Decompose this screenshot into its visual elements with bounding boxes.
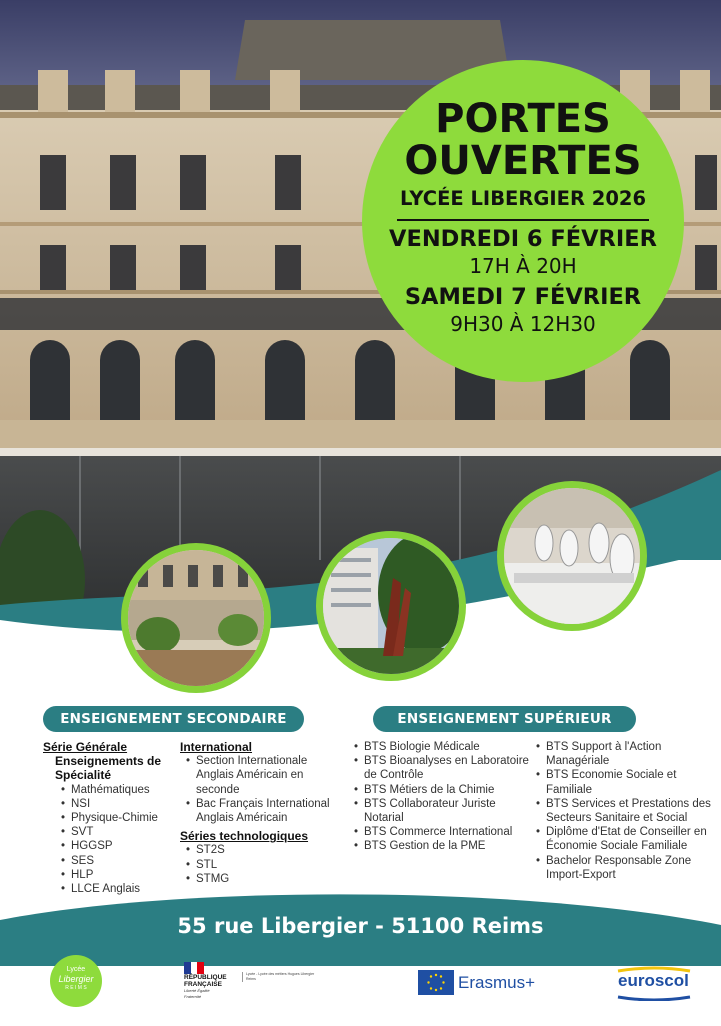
list-item: • STMG <box>184 872 340 886</box>
list-item: • Diplôme d'Etat de Conseiller en Économie Sociale Familiale <box>534 825 714 853</box>
title-line-2: OUVERTES <box>404 138 642 184</box>
techno-title: Séries technologiques <box>180 829 309 844</box>
list-item: • BTS Economie Sociale et Familiale <box>534 768 714 796</box>
sculpture-image <box>323 538 459 674</box>
list-item: • STL <box>184 858 340 872</box>
superior-header: ENSEIGNEMENT SUPÉRIEUR <box>373 706 636 732</box>
list-item: • Section Internationale Anglais Américain en seconde <box>184 754 340 797</box>
list-item: • SVT <box>59 825 178 839</box>
erasmus-text: Erasmus+ <box>458 973 535 992</box>
logo-text-sub: R E I M S <box>65 985 87 991</box>
list-item: • BTS Gestion de la PME <box>352 839 532 853</box>
list-item: • BTS Biologie Médicale <box>352 740 532 754</box>
techno-list <box>180 843 340 886</box>
list-item: • BTS Bioanalyses en Laboratoire de Contrôle <box>352 754 532 782</box>
superior-column-1 <box>352 740 532 854</box>
list-item: • HLP <box>59 868 178 882</box>
laboratory-image <box>504 488 640 624</box>
superior-list-1 <box>352 740 532 854</box>
international-list <box>180 754 340 825</box>
photo-courtyard <box>121 543 271 693</box>
subtitle: LYCÉE LIBERGIER 2026 <box>399 187 647 210</box>
address: 55 rue Libergier - 51100 Reims <box>177 914 544 938</box>
day-1: VENDREDI 6 FÉVRIER <box>389 226 657 252</box>
republique-line2: FRANÇAISE <box>184 981 222 988</box>
list-item: • BTS Collaborateur Juriste Notarial <box>352 797 532 825</box>
international-title: International <box>180 740 253 754</box>
eu-flag-icon <box>418 970 454 995</box>
logo-text-top: Lycée <box>66 966 86 973</box>
list-item: • BTS Commerce International <box>352 825 532 839</box>
logo-text-name: Libergier <box>58 974 94 984</box>
day-1-hours: 17H À 20H <box>469 254 577 278</box>
photo-sculpture <box>316 531 466 681</box>
title-line-1: PORTES <box>435 96 611 142</box>
republique-motto: Liberté Égalité Fraternité <box>184 988 210 999</box>
list-item: • SES <box>59 854 178 868</box>
serie-generale-column <box>43 740 178 896</box>
lycee-libergier-logo <box>50 955 102 1007</box>
list-item: • BTS Support à l'Action Managériale <box>534 740 714 768</box>
republique-side-text: Lycée - Lycée des métiers Hugues Libergier Reims <box>242 972 316 982</box>
list-item: • HGGSP <box>59 839 178 853</box>
list-item: • Physique-Chimie <box>59 811 178 825</box>
list-item: • Mathématiques <box>59 783 178 797</box>
international-column <box>180 740 340 886</box>
specialite-list <box>43 783 178 897</box>
superior-column-2 <box>534 740 714 882</box>
open-days-badge <box>362 60 684 382</box>
list-item: • ST2S <box>184 843 340 857</box>
list-item: • BTS Services et Prestations des Secteurs Sanitaire et Social <box>534 797 714 825</box>
list-item: • LLCE Anglais <box>59 882 178 896</box>
euroscol-text: euroscol <box>618 971 689 990</box>
list-item: • Bachelor Responsable Zone Import-Export <box>534 854 714 882</box>
republique-francaise-logo <box>184 962 314 1006</box>
specialite-title: Enseignements de Spécialité <box>55 754 162 783</box>
secondary-header: ENSEIGNEMENT SECONDAIRE <box>43 706 304 732</box>
list-item: • Bac Français International Anglais Américain <box>184 797 340 825</box>
courtyard-image <box>128 550 264 686</box>
day-2: SAMEDI 7 FÉVRIER <box>404 284 642 310</box>
list-item: • BTS Métiers de la Chimie <box>352 783 532 797</box>
republique-line1: RÉPUBLIQUE <box>184 974 227 981</box>
list-item: • NSI <box>59 797 178 811</box>
euroscol-logo <box>614 965 694 1001</box>
photo-laboratory <box>497 481 647 631</box>
superior-list-2 <box>534 740 714 882</box>
marianne-icon <box>184 962 204 974</box>
day-2-hours: 9H30 À 12H30 <box>450 312 596 336</box>
serie-generale-title: Série Générale <box>43 740 128 754</box>
erasmus-logo <box>418 970 548 998</box>
divider <box>397 219 649 221</box>
